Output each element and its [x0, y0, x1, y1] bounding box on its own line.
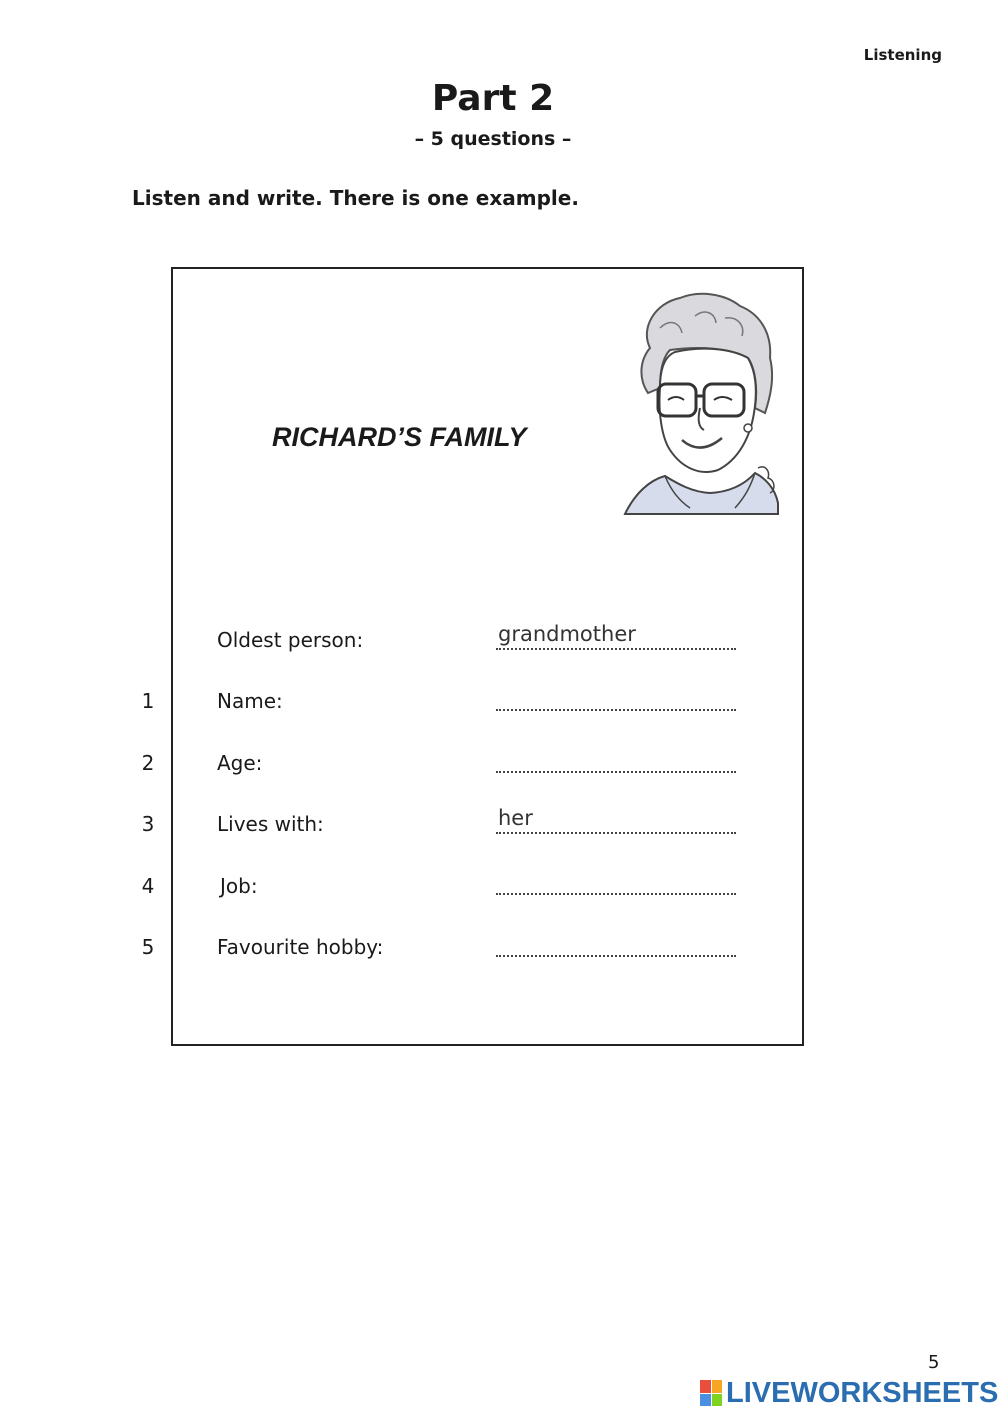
example-answer: grandmother	[498, 622, 636, 646]
question-number: 4	[141, 874, 155, 898]
question-label-name: Name:	[217, 689, 283, 713]
answer-line-lives-with	[496, 832, 736, 834]
question-number: 2	[141, 751, 155, 775]
liveworksheets-logo-icon	[700, 1380, 722, 1406]
answer-line-hobby	[496, 955, 736, 957]
brand-watermark	[700, 1378, 998, 1408]
answer-line-name	[496, 709, 736, 711]
card-title: RICHARD’S FAMILY	[272, 422, 527, 452]
section-label: Listening	[863, 46, 942, 64]
instruction-text: Listen and write. There is one example.	[132, 186, 579, 210]
grandmother-illustration	[620, 288, 780, 518]
answer-line-job	[496, 893, 736, 895]
question-label-hobby: Favourite hobby:	[217, 935, 384, 959]
question-number: 5	[141, 935, 155, 959]
question-number: 3	[141, 812, 155, 836]
answer-field-lives-with[interactable]: her	[498, 806, 533, 830]
question-label-age: Age:	[217, 751, 263, 775]
page-title: Part 2	[431, 78, 555, 119]
page-number: 5	[928, 1352, 940, 1373]
example-label: Oldest person:	[217, 628, 364, 652]
example-answer-line	[496, 648, 736, 650]
question-label-job: Job:	[220, 874, 258, 898]
question-number: 1	[141, 689, 155, 713]
question-label-lives-with: Lives with:	[217, 812, 324, 836]
page-subtitle: – 5 questions –	[414, 128, 572, 150]
answer-line-age	[496, 771, 736, 773]
brand-name: LIVEWORKSHEETS	[726, 1376, 999, 1409]
